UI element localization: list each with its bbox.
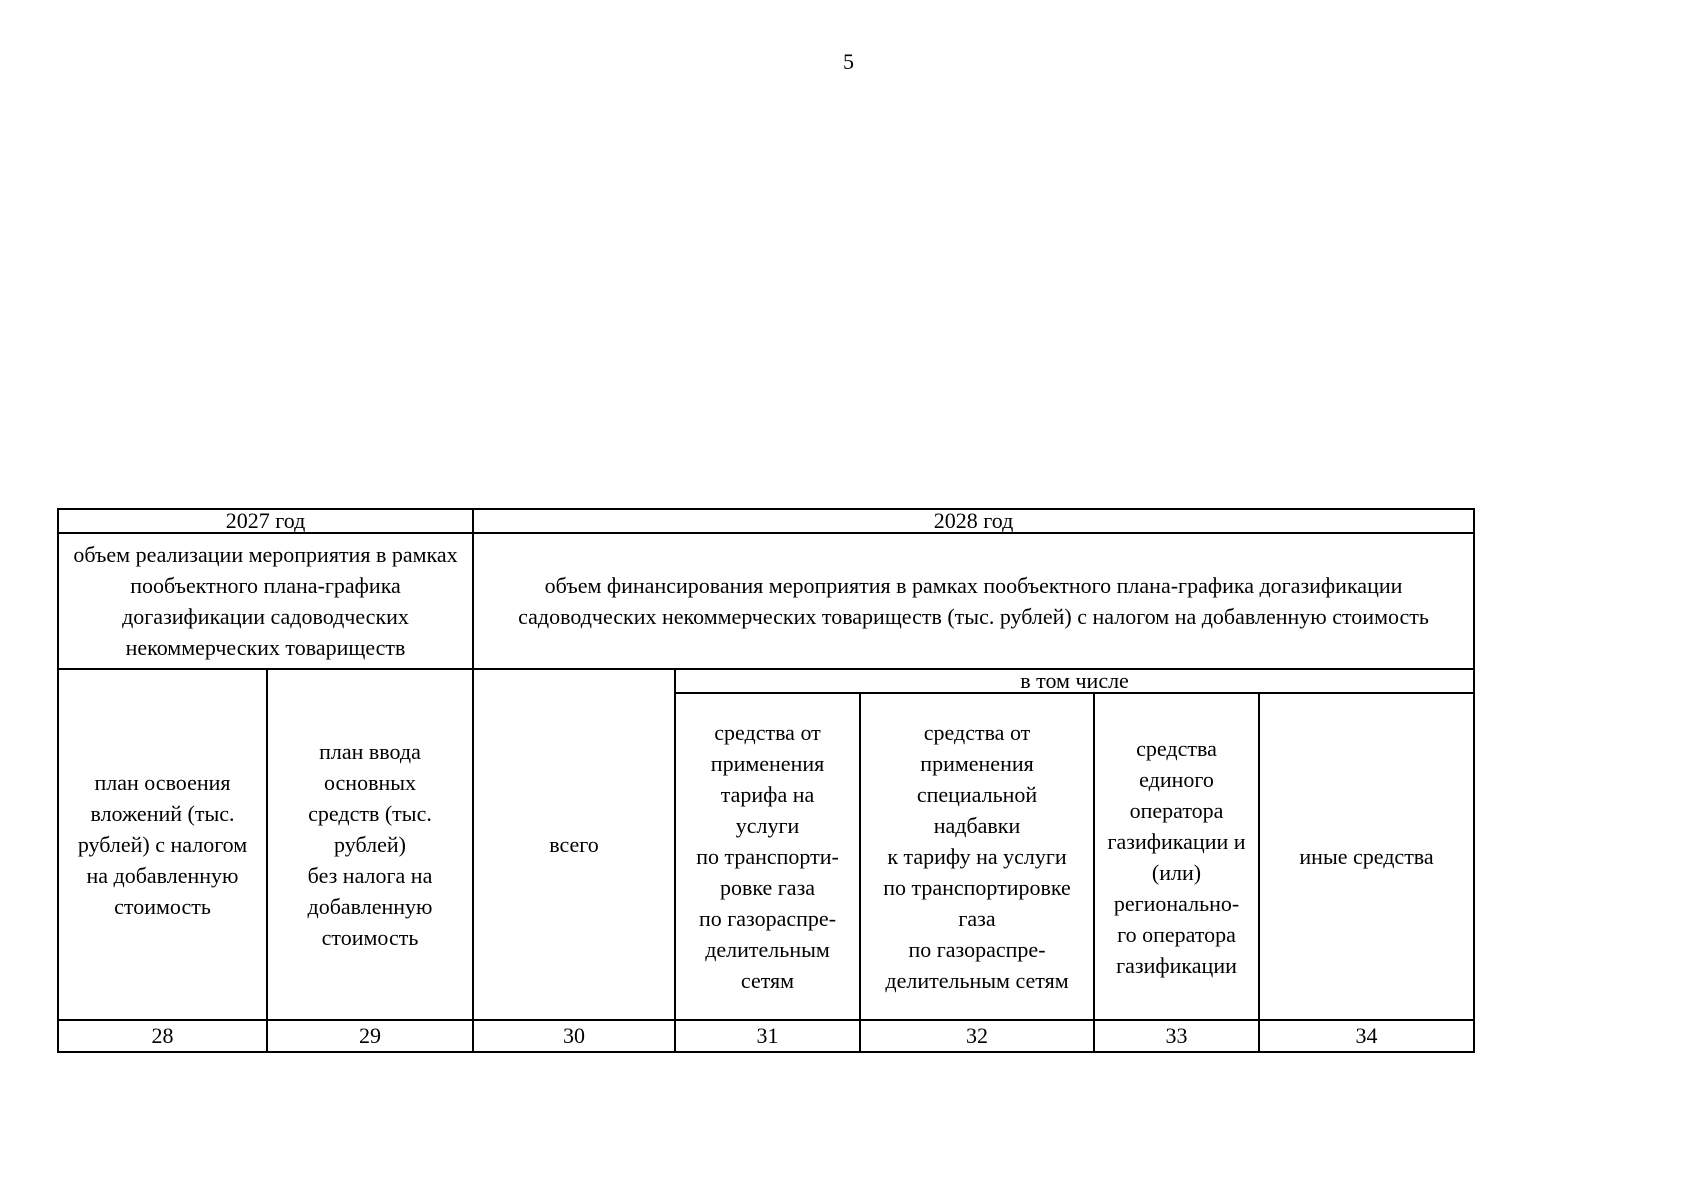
col-33-header: средства единого оператора газификации и (или) регионально- го оператора газификации	[1094, 693, 1259, 1020]
col-31-header: средства от применения тарифа на услуги по транспорти- ровке газа по газораспре- делительным сетям	[675, 693, 860, 1020]
col-30-header: всего	[473, 669, 675, 1020]
description-row	[58, 533, 1474, 669]
financing-volume-header: объем финансирования мероприятия в рамках пообъектного плана-графика догазификации садоводческих некоммерческих товариществ (тыс. рублей) с налогом на добавленную стоимость	[473, 533, 1474, 669]
realization-volume-header: объем реализации мероприятия в рамках пообъектного плана-графика догазификации садоводческих некоммерческих товариществ	[58, 533, 473, 669]
col-29-header: план ввода основных средств (тыс. рублей) без налога на добавленную стоимость	[267, 669, 473, 1020]
year-header-row	[58, 509, 1474, 533]
col-32-header: средства от применения специальной надбавки к тарифу на услуги по транспортировке газа по газораспре- делительным сетям	[860, 693, 1094, 1020]
col-34-header: иные средства	[1259, 693, 1474, 1020]
col-number-33: 33	[1094, 1020, 1259, 1052]
financing-table	[57, 508, 1475, 1053]
col-28-header: план освоения вложений (тыс. рублей) с налогом на добавленную стоимость	[58, 669, 267, 1020]
column-number-row	[58, 1020, 1474, 1052]
col-number-32: 32	[860, 1020, 1094, 1052]
col-number-34: 34	[1259, 1020, 1474, 1052]
including-header: в том числе	[675, 669, 1474, 693]
page-number: 5	[843, 49, 854, 74]
col-number-31: 31	[675, 1020, 860, 1052]
including-row	[58, 669, 1474, 693]
col-number-30: 30	[473, 1020, 675, 1052]
col-number-28: 28	[58, 1020, 267, 1052]
col-number-29: 29	[267, 1020, 473, 1052]
year-2028-header: 2028 год	[473, 509, 1474, 533]
year-2027-header: 2027 год	[58, 509, 473, 533]
